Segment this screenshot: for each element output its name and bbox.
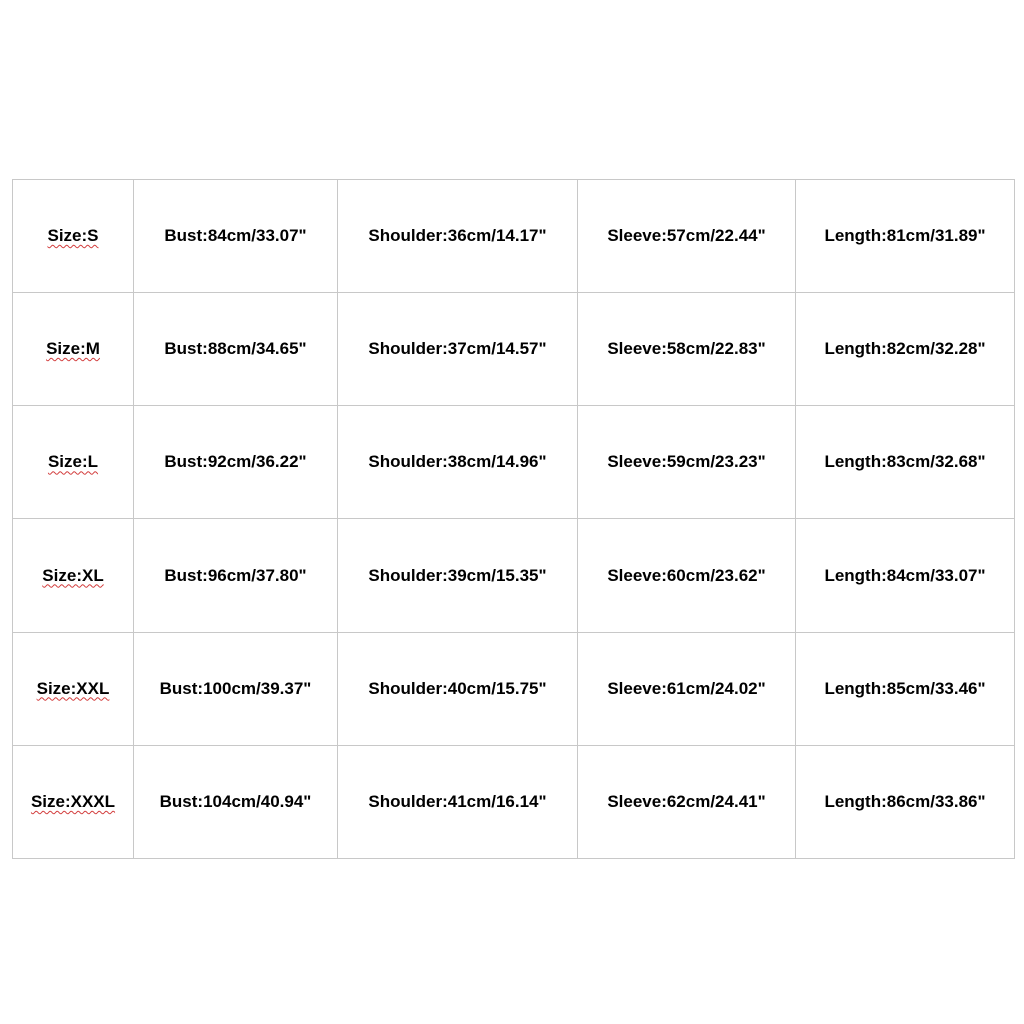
table-row bbox=[13, 406, 1015, 519]
bust-cell: Bust:88cm/34.65" bbox=[134, 293, 338, 406]
size-label: Size:XXL bbox=[36, 678, 110, 698]
bust-cell: Bust:84cm/33.07" bbox=[134, 180, 338, 293]
sleeve-cell: Sleeve:61cm/24.02" bbox=[578, 632, 796, 745]
sleeve-cell: Sleeve:59cm/23.23" bbox=[578, 406, 796, 519]
sleeve-cell: Sleeve:57cm/22.44" bbox=[578, 180, 796, 293]
sleeve-cell: Sleeve:62cm/24.41" bbox=[578, 745, 796, 858]
size-label: Size:L bbox=[47, 452, 99, 472]
bust-cell: Bust:92cm/36.22" bbox=[134, 406, 338, 519]
length-cell: Length:86cm/33.86" bbox=[796, 745, 1015, 858]
table-row bbox=[13, 745, 1015, 858]
size-label: Size:S bbox=[47, 226, 99, 246]
table-row bbox=[13, 632, 1015, 745]
shoulder-cell: Shoulder:36cm/14.17" bbox=[338, 180, 578, 293]
shoulder-cell: Shoulder:41cm/16.14" bbox=[338, 745, 578, 858]
size-cell bbox=[13, 180, 134, 293]
shoulder-cell: Shoulder:40cm/15.75" bbox=[338, 632, 578, 745]
size-cell bbox=[13, 293, 134, 406]
table-row bbox=[13, 293, 1015, 406]
size-label: Size:XL bbox=[42, 565, 104, 585]
size-cell bbox=[13, 519, 134, 632]
length-cell: Length:85cm/33.46" bbox=[796, 632, 1015, 745]
sleeve-cell: Sleeve:58cm/22.83" bbox=[578, 293, 796, 406]
table-row bbox=[13, 180, 1015, 293]
length-cell: Length:84cm/33.07" bbox=[796, 519, 1015, 632]
length-cell: Length:83cm/32.68" bbox=[796, 406, 1015, 519]
bust-cell: Bust:96cm/37.80" bbox=[134, 519, 338, 632]
bust-cell: Bust:104cm/40.94" bbox=[134, 745, 338, 858]
shoulder-cell: Shoulder:37cm/14.57" bbox=[338, 293, 578, 406]
size-label: Size:M bbox=[46, 339, 100, 359]
size-chart-table bbox=[12, 179, 1015, 859]
size-label: Size:XXXL bbox=[30, 791, 116, 811]
shoulder-cell: Shoulder:38cm/14.96" bbox=[338, 406, 578, 519]
table-row bbox=[13, 519, 1015, 632]
size-cell bbox=[13, 745, 134, 858]
bust-cell: Bust:100cm/39.37" bbox=[134, 632, 338, 745]
sleeve-cell: Sleeve:60cm/23.62" bbox=[578, 519, 796, 632]
size-cell bbox=[13, 406, 134, 519]
length-cell: Length:81cm/31.89" bbox=[796, 180, 1015, 293]
shoulder-cell: Shoulder:39cm/15.35" bbox=[338, 519, 578, 632]
size-cell bbox=[13, 632, 134, 745]
length-cell: Length:82cm/32.28" bbox=[796, 293, 1015, 406]
